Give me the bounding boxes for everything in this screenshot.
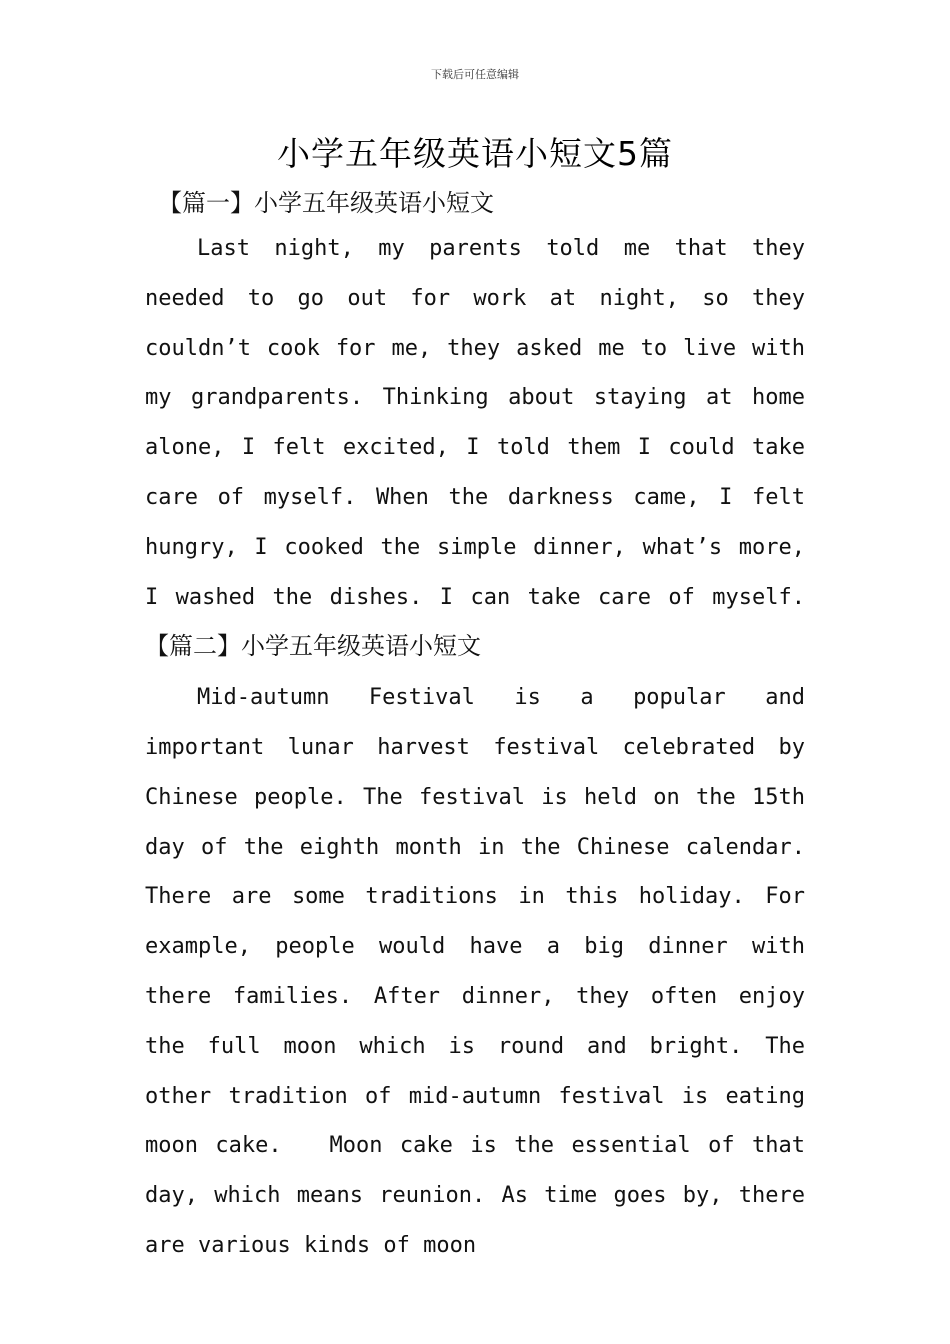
section-heading-2: 【篇二】小学五年级英语小短文 [145,632,481,661]
paragraph-1-text: Last night, my parents told me that they needed to go out for work at night, so they couldn’t cook for me, they asked me to live with my grandparents. Thinking about staying at home alone, I felt excited, I told them I could take care of myself. When the darkness came, I felt hungry, I cooked the simple dinner, what’s more, I washed the dishes. I can take care of myself. [145,236,805,610]
paragraph-1 [145,224,805,673]
section-heading-1: 【篇一】小学五年级英语小短文 [158,189,494,217]
header-note: 下载后可任意编辑 [431,68,519,81]
paragraph-2: Mid-autumn Festival is a popular and important lunar harvest festival celebrated by Chinese people. The festival is held on the 15th day of the eighth month in the Chinese calendar. There are some traditions in this holiday. For example, people would have a big dinner with there families. After dinner, they often enjoy the full moon which is round and bright. The other tradition of mid-autumn festival is eating moon cake. Moon cake is the essential of that day, which means reunion. As time goes by, there are various kinds of moon [145,685,841,1258]
document-body [145,224,841,1271]
document-title: 小学五年级英语小短文5篇 [277,134,673,173]
